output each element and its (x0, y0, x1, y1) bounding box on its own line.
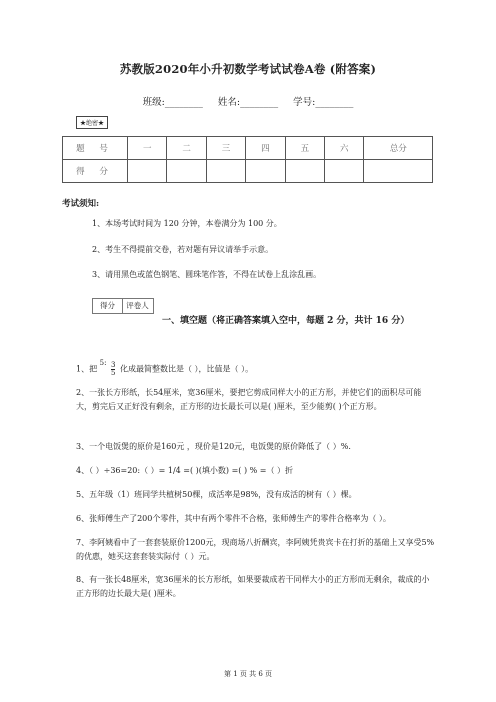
score-table-header-row (63, 137, 433, 160)
question-prefix: 1、把 (76, 364, 98, 374)
fraction (111, 362, 115, 377)
scorer-grader-label: 评卷人 (126, 301, 149, 310)
instruction-item: 1、本场考试时间为 120 分钟，本卷满分为 100 分。 (92, 219, 282, 228)
score-table-header-cell: 五 (285, 137, 324, 160)
id-field: 学号:________ (293, 97, 354, 108)
question-suffix: 化成最简整数比是（ ），比值是（ ）。 (120, 364, 254, 374)
scorer-box (92, 298, 154, 314)
fraction-numerator: 3 (111, 361, 116, 369)
page-title: 苏教版2020年小升初数学考试试卷A卷 (附答案) (119, 62, 377, 76)
instruction-item: 2、考生不得提前交卷，若对题有异议请举手示意。 (92, 245, 274, 254)
name-field: 姓名:________ (217, 97, 279, 108)
question-item: 3、一个电饭煲的原价是160元 ，现价是120元，电饭煲的原价降低了（ ）%. (76, 442, 351, 451)
question-ratio: 5: (99, 358, 107, 367)
score-row-label: 得 分 (63, 160, 128, 183)
instructions-heading: 考试须知: (62, 199, 100, 209)
score-table-header-cell: 二 (167, 137, 206, 160)
score-cell (325, 160, 364, 183)
scorer-score-label: 得分 (93, 299, 123, 313)
score-table-header-cell: 题 号 (63, 137, 128, 160)
question-item: 5、五年级（1）班同学共植树50棵，成活率是98%，没有成活的树有（ ）棵。 (76, 490, 357, 499)
question-item (76, 358, 436, 377)
page-footer: 第 1 页 共 6 页 (223, 670, 273, 678)
student-info-line (0, 94, 496, 108)
score-table-header-cell: 总分 (364, 137, 433, 160)
score-table-header-cell: 四 (246, 137, 285, 160)
score-cell (285, 160, 324, 183)
question-item: 2、一张长方形纸，长54厘米，宽36厘米，要把它剪成同样大小的正方形，并使它们的面积尽可能大，剪完后又正好没有剩余，正方形的边长最长可以是( )厘米，至少能剪( )个正方形。 (76, 388, 422, 411)
instruction-item: 3、请用黑色或蓝色钢笔、圆珠笔作答，不得在试卷上乱涂乱画。 (92, 270, 322, 279)
class-field: 班级:________ (142, 97, 203, 108)
question-item: 8、有一张长48厘米，宽36厘米的长方形纸，如果要裁成若干同样大小的正方形而无剩余，裁成的小正方形的边长最大是( )厘米。 (76, 575, 430, 598)
score-cell (167, 160, 206, 183)
section-title: 一、填空题（将正确答案填入空中，每题 2 分，共计 16 分） (162, 316, 410, 326)
score-table-header-cell: 六 (325, 137, 364, 160)
question-item: 4、（ ）÷36=20:（ ）= 1/4 =( )(填小数) =( ) % =（ ）折 (76, 466, 293, 475)
score-table-header-cell: 一 (128, 137, 167, 160)
score-cell (364, 160, 433, 183)
score-cell (206, 160, 245, 183)
score-table (62, 136, 433, 183)
score-table-header-cell: 三 (206, 137, 245, 160)
fraction-denominator: 5 (111, 369, 116, 377)
confidential-stamp: ★绝密★ (76, 116, 108, 129)
question-item: 6、张师傅生产了200个零件，其中有两个零件不合格，张师傅生产的零件合格率为（ ）。 (76, 514, 391, 523)
score-cell (128, 160, 167, 183)
score-cell (246, 160, 285, 183)
score-table-score-row (63, 160, 433, 183)
question-item: 7、李阿姨看中了一套套装原价1200元，现商场八折酬宾，李阿姨凭贵宾卡在打折的基础上又享受5%的优惠，她买这套套装实际付（ ）元。 (76, 538, 435, 561)
